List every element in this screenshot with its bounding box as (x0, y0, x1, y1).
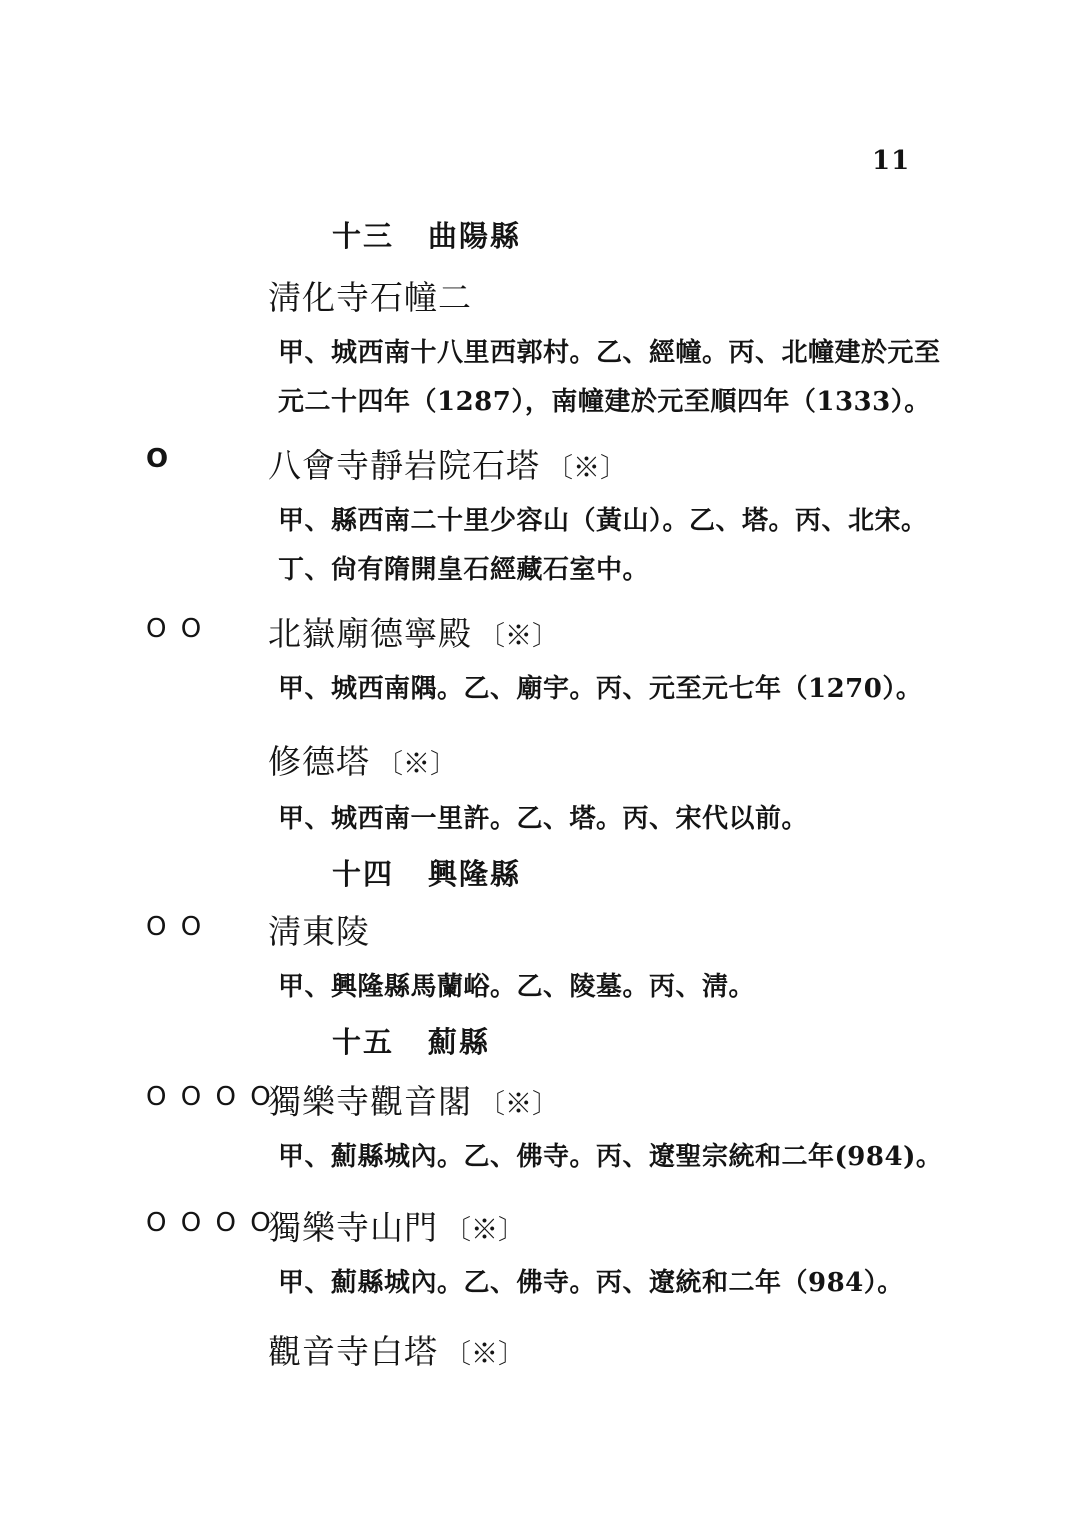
importance-rating: O (146, 444, 172, 474)
section-heading-15 (332, 1020, 490, 1061)
entry-title-text: 修德塔 (268, 742, 370, 781)
entry-title-text: 獨樂寺山門 (268, 1208, 438, 1247)
entry-description (278, 966, 968, 1003)
entry-title-text: 獨樂寺觀音閣 (268, 1082, 472, 1121)
entry-description (278, 668, 968, 705)
entry-title (268, 608, 559, 655)
importance-rating: O O (146, 912, 205, 942)
entry-title-text: 北嶽廟德寧殿 (268, 614, 472, 653)
entry-mark: 〔※〕 (444, 1215, 525, 1246)
entry-mark: 〔※〕 (376, 749, 457, 780)
importance-rating: O O (146, 614, 205, 644)
entry-title (268, 1076, 559, 1123)
description-line: 甲、城西南一里許。乙、塔。丙、宋代以前。 (278, 804, 809, 834)
entry-title (268, 906, 370, 953)
section-name: 薊縣 (428, 1025, 491, 1059)
entry-mark: 〔※〕 (546, 453, 627, 484)
entry-description (278, 798, 968, 835)
entry-description (278, 500, 968, 586)
section-number: 十三 (332, 219, 395, 253)
entry-title-text: 淸東陵 (268, 912, 370, 951)
entry-description (278, 1262, 968, 1299)
description-line: 甲、城西南隅。乙、廟宇。丙、元至元七年（1270）。 (278, 674, 923, 704)
section-number: 十五 (332, 1025, 395, 1059)
description-line: 甲、薊縣城內。乙、佛寺。丙、遼統和二年（984）。 (278, 1268, 904, 1298)
entry-title-text: 八會寺靜岩院石塔 (268, 446, 540, 485)
entry-title-text: 淸化寺石幢二 (268, 278, 472, 317)
section-name: 興隆縣 (428, 857, 522, 891)
entry-description (278, 1136, 968, 1173)
section-number: 十四 (332, 857, 395, 891)
entry-mark: 〔※〕 (444, 1339, 525, 1370)
description-line: 甲、城西南十八里西郭村。乙、經幢。丙、北幢建於元至 (278, 338, 941, 368)
importance-rating: O O O O (146, 1082, 274, 1112)
description-line: 甲、興隆縣馬蘭峪。乙、陵墓。丙、淸。 (278, 972, 756, 1002)
description-line: 元二十四年（1287），南幢建於元至順四年（1333）。 (278, 387, 931, 417)
importance-rating: O O O O (146, 1208, 274, 1238)
entry-title (268, 440, 627, 487)
entry-title-text: 觀音寺白塔 (268, 1332, 438, 1371)
entry-title (268, 1202, 525, 1249)
entry-title (268, 1326, 525, 1373)
section-heading-14 (332, 852, 521, 893)
description-line: 甲、薊縣城內。乙、佛寺。丙、遼聖宗統和二年(984)。 (278, 1142, 943, 1172)
page-number: 11 (872, 146, 911, 176)
description-line: 丁、尙有隋開皇石經藏石室中。 (278, 555, 650, 585)
entry-description (278, 332, 968, 418)
entry-mark: 〔※〕 (478, 1089, 559, 1120)
entry-title (268, 272, 472, 319)
section-name: 曲陽縣 (428, 219, 522, 253)
entry-title (268, 736, 457, 783)
section-heading-13 (332, 214, 521, 255)
description-line: 甲、縣西南二十里少容山（黃山）。乙、塔。丙、北宋。 (278, 506, 928, 536)
entry-mark: 〔※〕 (478, 621, 559, 652)
